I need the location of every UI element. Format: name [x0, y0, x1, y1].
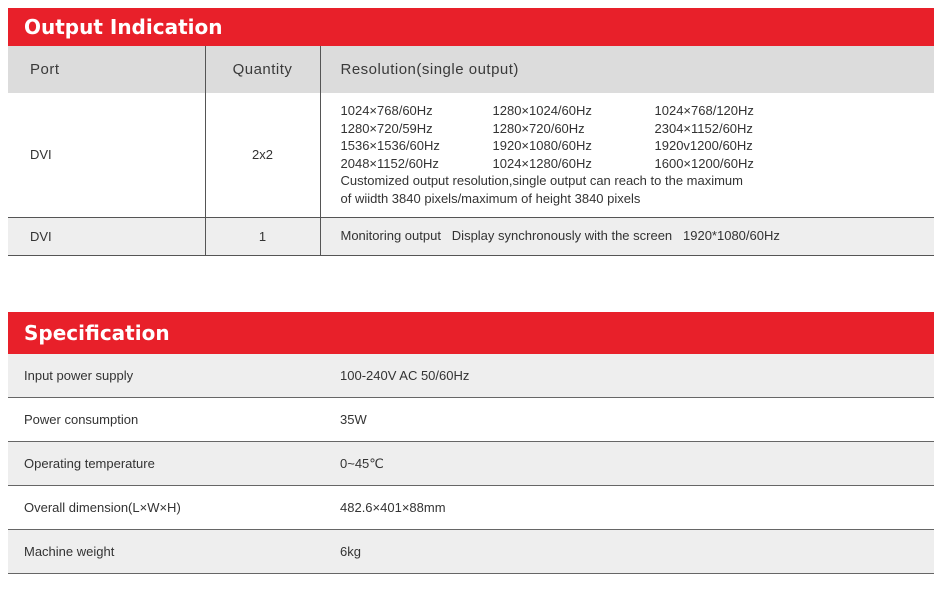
spec-row-input-power: [8, 354, 934, 398]
spec-value: 482.6×401×88mm: [340, 500, 446, 515]
output-table: [8, 46, 934, 256]
resolution-item: 2304×1152/60Hz: [654, 120, 753, 136]
resolution-item: 1280×720/60Hz: [492, 120, 585, 136]
resolution-item: 1536×1536/60Hz: [340, 138, 440, 154]
spec-value: 0~45℃: [340, 455, 384, 471]
resolution-item: 1280×720/59Hz: [340, 120, 433, 136]
output-table-header: [8, 46, 934, 93]
resolution-note-line2: of wiidth 3840 pixels/maximum of height 3840 pixels: [340, 190, 641, 206]
output-indication-title: Output Indication: [8, 8, 934, 46]
spec-label: Input power supply: [24, 368, 134, 383]
spec-row-operating-temperature: [8, 442, 934, 486]
spec-value: 35W: [340, 412, 367, 427]
spec-label: Power consumption: [24, 412, 139, 427]
header-resolution: Resolution(single output): [340, 61, 519, 78]
spec-label: Operating temperature: [24, 456, 155, 471]
header-quantity: Quantity: [205, 46, 320, 93]
resolution-item: 1600×1200/60Hz: [654, 155, 754, 171]
specification-section: [8, 312, 934, 574]
spec-label: Machine weight: [24, 544, 115, 559]
spec-row-overall-dimension: [8, 486, 934, 530]
spec-value: 100-240V AC 50/60Hz: [340, 368, 470, 383]
specification-title: Specification: [8, 312, 934, 354]
header-port: Port: [8, 46, 205, 93]
resolution-item: 2048×1152/60Hz: [340, 155, 439, 171]
resolution-item: 1024×768/60Hz: [340, 103, 433, 119]
resolution-cell: [320, 93, 934, 217]
table-row: [8, 217, 934, 255]
spec-row-power-consumption: [8, 398, 934, 442]
monitoring-description: Monitoring output Display synchronously with the screen 1920*1080/60Hz: [340, 228, 780, 244]
resolution-item: 1024×1280/60Hz: [492, 155, 592, 171]
table-row: [8, 93, 934, 217]
resolution-list: [341, 102, 935, 172]
resolution-item: 1920v1200/60Hz: [654, 138, 753, 154]
spec-row-machine-weight: [8, 530, 934, 574]
spec-label: Overall dimension(L×W×H): [24, 500, 181, 515]
quantity-cell: 1: [205, 217, 320, 255]
port-cell: DVI: [8, 217, 205, 255]
resolution-item: 1024×768/120Hz: [654, 103, 754, 119]
spec-value: 6kg: [340, 544, 361, 559]
resolution-item: 1280×1024/60Hz: [492, 103, 592, 119]
resolution-item: 1920×1080/60Hz: [492, 138, 592, 154]
output-indication-section: [8, 8, 934, 256]
port-cell: DVI: [8, 93, 205, 217]
resolution-note-line1: Customized output resolution,single output can reach to the maximum: [340, 173, 743, 189]
quantity-cell: 2x2: [205, 93, 320, 217]
